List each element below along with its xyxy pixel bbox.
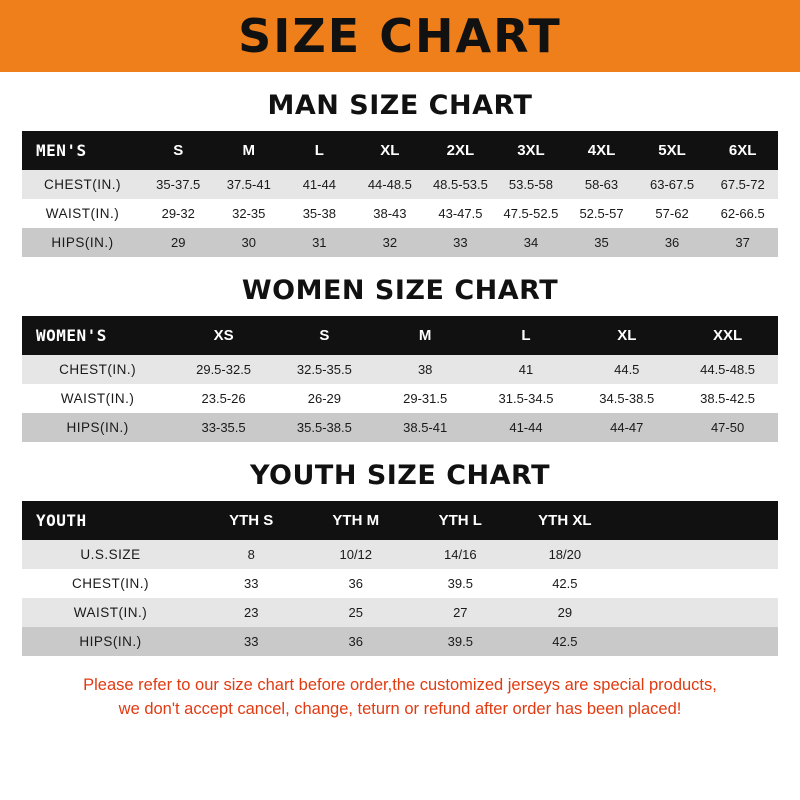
cell: 23.5-26 [173,384,274,413]
women-size-table [22,316,778,442]
column-header: L [284,131,355,170]
cell: 29-32 [143,199,214,228]
column-header: 2XL [425,131,496,170]
cell: 44.5-48.5 [677,355,778,384]
cell: 41-44 [284,170,355,199]
cell: 35-37.5 [143,170,214,199]
column-header: 3XL [496,131,567,170]
header-banner [0,0,800,72]
table-header-row [22,501,778,540]
table-header-row [22,131,778,170]
page-title: SIZE CHART [238,9,562,63]
cell: 18/20 [513,540,618,569]
cell: 31.5-34.5 [476,384,577,413]
column-header: MEN'S [22,131,143,170]
cell: 39.5 [408,627,513,656]
cell: 32.5-35.5 [274,355,375,384]
cell: 26-29 [274,384,375,413]
cell: 29.5-32.5 [173,355,274,384]
cell: 33 [199,569,304,598]
cell: 53.5-58 [496,170,567,199]
cell: 41-44 [476,413,577,442]
cell: 39.5 [408,569,513,598]
row-label: CHEST(IN.) [22,170,143,199]
cell: 34 [496,228,567,257]
cell: 33-35.5 [173,413,274,442]
cell: 38.5-41 [375,413,476,442]
cell [617,540,778,569]
section-title-man: MAN SIZE CHART [267,90,533,121]
section-title-women: WOMEN SIZE CHART [241,275,559,306]
row-label: WAIST(IN.) [22,384,173,413]
cell: 34.5-38.5 [576,384,677,413]
cell: 52.5-57 [566,199,637,228]
cell: 32-35 [214,199,285,228]
cell: 57-62 [637,199,708,228]
cell: 35.5-38.5 [274,413,375,442]
row-label: HIPS(IN.) [22,413,173,442]
cell: 36 [303,627,408,656]
cell: 33 [199,627,304,656]
column-header: 6XL [707,131,778,170]
cell [617,598,778,627]
cell: 47.5-52.5 [496,199,567,228]
column-header: XXL [677,316,778,355]
cell: 23 [199,598,304,627]
footer-note [0,674,800,722]
footer-note-line-1: Please refer to our size chart before order,the customized jerseys are special products, [83,676,717,694]
cell: 29 [513,598,618,627]
row-label: CHEST(IN.) [22,569,199,598]
column-header: L [476,316,577,355]
cell: 32 [355,228,426,257]
cell [617,569,778,598]
column-header: YTH L [408,501,513,540]
cell: 14/16 [408,540,513,569]
column-header: XL [355,131,426,170]
table-row [22,627,778,656]
table-row [22,598,778,627]
man-size-table [22,131,778,257]
row-label: U.S.SIZE [22,540,199,569]
cell: 35 [566,228,637,257]
section-man [0,90,800,257]
column-header: S [143,131,214,170]
youth-size-table [22,501,778,656]
cell: 41 [476,355,577,384]
column-header: YTH XL [513,501,618,540]
cell: 38 [375,355,476,384]
column-header: WOMEN'S [22,316,173,355]
cell: 33 [425,228,496,257]
cell: 58-63 [566,170,637,199]
table-row [22,540,778,569]
cell: 37.5-41 [214,170,285,199]
cell: 37 [707,228,778,257]
table-header-row [22,316,778,355]
cell: 36 [303,569,408,598]
cell: 25 [303,598,408,627]
column-header: 5XL [637,131,708,170]
column-header: YTH M [303,501,408,540]
column-header: XS [173,316,274,355]
cell: 38.5-42.5 [677,384,778,413]
section-title-youth: YOUTH SIZE CHART [249,460,551,491]
cell: 36 [637,228,708,257]
row-label: CHEST(IN.) [22,355,173,384]
cell: 62-66.5 [707,199,778,228]
row-label: HIPS(IN.) [22,228,143,257]
cell: 67.5-72 [707,170,778,199]
cell: 42.5 [513,627,618,656]
cell: 43-47.5 [425,199,496,228]
column-header: S [274,316,375,355]
table-row [22,228,778,257]
column-header: M [375,316,476,355]
cell: 48.5-53.5 [425,170,496,199]
cell [617,627,778,656]
cell: 27 [408,598,513,627]
column-header: M [214,131,285,170]
cell: 38-43 [355,199,426,228]
table-row [22,384,778,413]
cell: 29 [143,228,214,257]
cell: 44.5 [576,355,677,384]
row-label: HIPS(IN.) [22,627,199,656]
cell: 44-48.5 [355,170,426,199]
cell: 63-67.5 [637,170,708,199]
section-youth [0,460,800,656]
cell: 10/12 [303,540,408,569]
cell: 44-47 [576,413,677,442]
row-label: WAIST(IN.) [22,199,143,228]
cell: 35-38 [284,199,355,228]
column-header: 4XL [566,131,637,170]
table-row [22,199,778,228]
column-header: XL [576,316,677,355]
table-row [22,355,778,384]
footer-note-line-2: we don't accept cancel, change, teturn or refund after order has been placed! [118,699,682,718]
cell: 31 [284,228,355,257]
column-header: YOUTH [22,501,199,540]
cell: 42.5 [513,569,618,598]
cell: 30 [214,228,285,257]
cell: 8 [199,540,304,569]
cell: 29-31.5 [375,384,476,413]
row-label: WAIST(IN.) [22,598,199,627]
table-row [22,170,778,199]
table-row [22,569,778,598]
table-row [22,413,778,442]
section-women [0,275,800,442]
cell: 47-50 [677,413,778,442]
column-header: YTH S [199,501,304,540]
column-header [617,501,778,540]
